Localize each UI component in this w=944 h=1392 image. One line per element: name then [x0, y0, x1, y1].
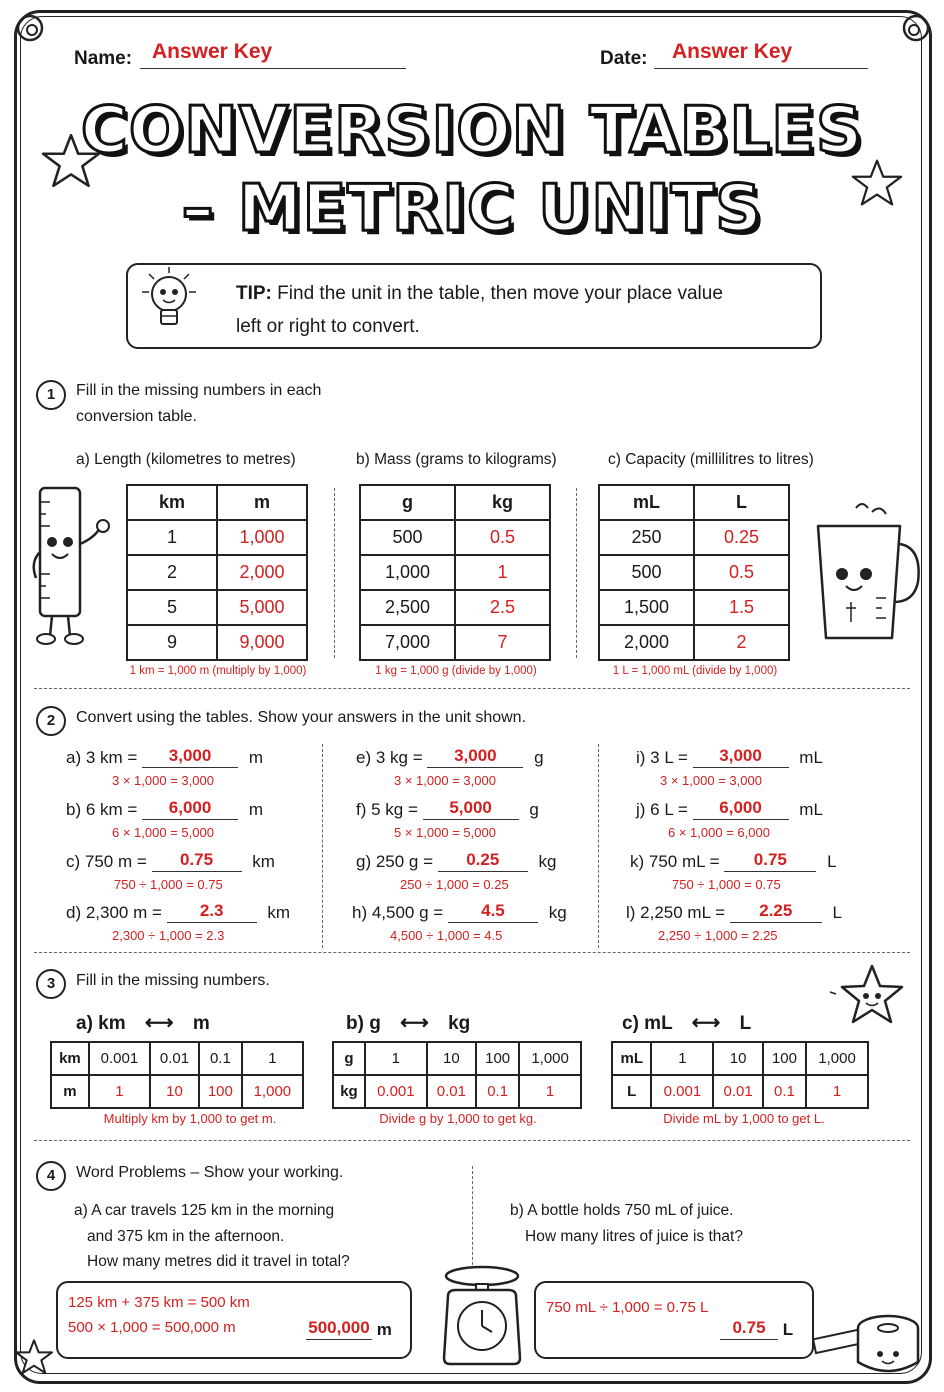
date-value: Answer Key [672, 40, 793, 63]
answer-cell[interactable]: 1 [519, 1075, 581, 1108]
section-divider [34, 952, 910, 953]
question-number-3: 3 [36, 969, 66, 999]
conversion-item-l [626, 901, 842, 923]
answer-cell[interactable]: 0.001 [365, 1075, 427, 1108]
answer-cell[interactable]: 1 [455, 555, 550, 590]
title-line-1: CONVERSION TABLES [80, 94, 864, 168]
double-arrow-icon: ⟷ [400, 1012, 429, 1034]
table-cell: 1 [127, 520, 217, 555]
column-divider [322, 744, 323, 948]
answer-cell[interactable]: 7 [455, 625, 550, 660]
unit-label: m [376, 1320, 392, 1339]
unit-label: kg [548, 903, 567, 922]
star-icon [850, 158, 904, 208]
mass-conversion-table [359, 484, 551, 661]
table-cell: 500 [599, 555, 694, 590]
q1-text-line-1: Fill in the missing numbers in each [76, 382, 322, 399]
answer-cell[interactable]: 2,000 [217, 555, 307, 590]
question-text: d) 2,300 m = [66, 903, 162, 922]
conversion-item-j [636, 798, 823, 820]
working-line: 500 × 1,000 = 500,000 m [68, 1319, 236, 1336]
answer-field[interactable]: 6,000 [693, 798, 789, 820]
conversion-item-h [352, 901, 567, 923]
table-cell: 0.01 [150, 1042, 199, 1075]
answer-cell[interactable]: 5,000 [217, 590, 307, 625]
corner-curl-icon [8, 6, 52, 50]
unit-label: m [248, 800, 263, 819]
table-header: L [694, 485, 789, 520]
unit-label: m [248, 748, 263, 767]
table-cell: 9 [127, 625, 217, 660]
ruler-mascot-icon [28, 482, 118, 652]
answer-field[interactable]: 0.75 [152, 850, 242, 872]
problem-text: How many metres did it travel in total? [87, 1253, 350, 1270]
unit-label: g [534, 748, 544, 767]
name-label: Name: [74, 48, 133, 69]
double-arrow-icon: ⟷ [144, 1012, 174, 1034]
answer-field[interactable]: 0.25 [438, 850, 528, 872]
answer-field[interactable]: 2.25 [730, 901, 822, 923]
date-label: Date: [600, 48, 648, 69]
table-cell: 2,000 [599, 625, 694, 660]
question-number-2: 2 [36, 706, 66, 736]
row-header: mL [612, 1042, 651, 1075]
q2-instructions: Convert using the tables. Show your answers in the unit shown. [76, 709, 527, 726]
answer-cell[interactable]: 100 [199, 1075, 242, 1108]
answer-cell[interactable]: 1 [806, 1075, 868, 1108]
answer-cell[interactable]: 2 [694, 625, 789, 660]
question-number-4: 4 [36, 1161, 66, 1191]
answer-cell[interactable]: 0.01 [713, 1075, 762, 1108]
answer-b [720, 1318, 793, 1340]
conversion-item-f [356, 798, 539, 820]
answer-cell[interactable]: 0.25 [694, 520, 789, 555]
answer-field[interactable]: 0.75 [724, 850, 816, 872]
question-text: l) 2,250 mL = [626, 903, 726, 922]
unit-label: kg [538, 852, 557, 871]
row-header: g [333, 1042, 365, 1075]
working-text: 5 × 1,000 = 5,000 [394, 825, 496, 840]
q3-note-b: Divide g by 1,000 to get kg. [379, 1111, 537, 1126]
answer-cell[interactable]: 0.001 [651, 1075, 713, 1108]
answer-cell[interactable]: 9,000 [217, 625, 307, 660]
question-text: c) 750 m = [66, 852, 147, 871]
q1-table-b-caption: b) Mass (grams to kilograms) [356, 451, 557, 468]
from-unit: b) g [346, 1013, 381, 1034]
table-header: mL [599, 485, 694, 520]
conversion-item-g [356, 850, 556, 872]
double-arrow-icon: ⟷ [691, 1012, 721, 1034]
q1-note-a: 1 km = 1,000 m (multiply by 1,000) [129, 665, 307, 677]
table-header: km [127, 485, 217, 520]
row-header: m [51, 1075, 89, 1108]
table-cell: 250 [599, 520, 694, 555]
table-header: kg [455, 485, 550, 520]
working-text: 6 × 1,000 = 6,000 [668, 825, 770, 840]
conversion-item-c [66, 850, 275, 872]
section-divider [34, 1140, 910, 1141]
star-mascot-icon [828, 962, 914, 1030]
answer-cell[interactable]: 0.1 [763, 1075, 806, 1108]
working-text: 2,300 ÷ 1,000 = 2.3 [112, 928, 225, 943]
table-cell: 1 [651, 1042, 713, 1075]
working-text: 750 ÷ 1,000 = 0.75 [114, 877, 223, 892]
q3-note-c: Divide mL by 1,000 to get L. [663, 1111, 825, 1126]
q1-text-line-2: conversion table. [76, 408, 197, 425]
answer-cell[interactable]: 0.5 [455, 520, 550, 555]
problem-text: a) A car travels 125 km in the morning [74, 1202, 335, 1219]
table-cell: 1,000 [519, 1042, 581, 1075]
table-cell: 100 [763, 1042, 806, 1075]
question-text: j) 6 L = [636, 800, 688, 819]
q3-instructions: Fill in the missing numbers. [76, 972, 270, 989]
word-problem-a [74, 1198, 350, 1275]
answer-cell[interactable]: 0.01 [427, 1075, 476, 1108]
q3a-caption [76, 1010, 210, 1035]
conversion-item-e [356, 746, 544, 768]
tip-line-2: left or right to convert. [236, 316, 420, 337]
unit-label: L [827, 852, 837, 871]
star-icon [40, 132, 102, 190]
answer-cell[interactable]: 1.5 [694, 590, 789, 625]
row-header: L [612, 1075, 651, 1108]
q1-table-c-caption: c) Capacity (millilitres to litres) [608, 451, 814, 468]
column-divider [576, 488, 577, 658]
question-text: e) 3 kg = [356, 748, 423, 767]
q4-instructions: Word Problems – Show your working. [76, 1164, 344, 1181]
answer-cell[interactable]: 2.5 [455, 590, 550, 625]
unit-label: L [782, 1320, 794, 1339]
conversion-item-b [66, 798, 263, 820]
section-divider [34, 688, 910, 689]
table-cell: 1,000 [806, 1042, 868, 1075]
answer-cell[interactable]: 10 [150, 1075, 199, 1108]
title-line-2: – METRIC UNITS [181, 172, 763, 246]
answer-cell[interactable]: 1 [89, 1075, 150, 1108]
date-field[interactable] [654, 40, 868, 69]
tip-text [236, 277, 796, 343]
question-text: b) 6 km = [66, 800, 138, 819]
to-unit: m [192, 1013, 210, 1034]
answer-cell[interactable]: 0.1 [476, 1075, 519, 1108]
column-divider [334, 488, 335, 658]
table-cell: 7,000 [360, 625, 455, 660]
working-text: 2,250 ÷ 1,000 = 2.25 [658, 928, 778, 943]
table-cell: 1 [365, 1042, 427, 1075]
q1-note-b: 1 kg = 1,000 g (divide by 1,000) [375, 665, 537, 677]
table-cell: 2 [127, 555, 217, 590]
working-text: 750 ÷ 1,000 = 0.75 [672, 877, 781, 892]
tape-measure-icon [806, 1300, 926, 1384]
unit-label: km [267, 903, 291, 922]
table-cell: 100 [476, 1042, 519, 1075]
to-unit: L [739, 1013, 752, 1034]
capacity-conversion-table [598, 484, 790, 661]
answer-field[interactable]: 6,000 [142, 798, 238, 820]
ml-l-table [611, 1041, 869, 1109]
working-line: 125 km + 375 km = 500 km [68, 1294, 250, 1311]
table-cell: 10 [427, 1042, 476, 1075]
working-text: 250 ÷ 1,000 = 0.25 [400, 877, 509, 892]
from-unit: c) mL [622, 1013, 673, 1034]
measuring-jug-icon [806, 498, 930, 648]
question-text: k) 750 mL = [630, 852, 720, 871]
conversion-item-a [66, 746, 263, 768]
star-icon [14, 1338, 54, 1376]
answer-a [306, 1318, 392, 1340]
table-cell: 0.001 [89, 1042, 150, 1075]
answer-field[interactable]: 3,000 [693, 746, 789, 768]
problem-text: b) A bottle holds 750 mL of juice. [510, 1202, 734, 1219]
unit-label: mL [799, 748, 823, 767]
unit-label: mL [799, 800, 823, 819]
q3-note-a: Multiply km by 1,000 to get m. [103, 1111, 277, 1126]
working-a [68, 1290, 250, 1340]
column-divider [472, 1166, 473, 1270]
conversion-item-d [66, 901, 290, 923]
q3b-caption [346, 1010, 470, 1035]
g-kg-table [332, 1041, 582, 1109]
table-cell: 5 [127, 590, 217, 625]
km-m-table [50, 1041, 304, 1109]
answer-cell[interactable]: 0.5 [694, 555, 789, 590]
answer-field[interactable]: 3,000 [142, 746, 238, 768]
unit-label: L [832, 903, 842, 922]
column-divider [598, 744, 599, 948]
length-conversion-table [126, 484, 308, 661]
to-unit: kg [448, 1013, 471, 1034]
table-header: g [360, 485, 455, 520]
question-text: h) 4,500 g = [352, 903, 444, 922]
name-value: Answer Key [152, 40, 273, 63]
question-text: g) 250 g = [356, 852, 434, 871]
question-text: i) 3 L = [636, 748, 688, 767]
table-cell: 500 [360, 520, 455, 555]
working-text: 3 × 1,000 = 3,000 [660, 773, 762, 788]
q1-instructions [76, 378, 321, 430]
question-text: f) 5 kg = [356, 800, 418, 819]
tip-label: TIP: [236, 283, 272, 304]
table-cell: 1,000 [360, 555, 455, 590]
answer-field[interactable]: 0.75 [720, 1318, 778, 1340]
table-cell: 1,500 [599, 590, 694, 625]
table-cell: 1 [242, 1042, 303, 1075]
table-cell: 2,500 [360, 590, 455, 625]
q1-note-c: 1 L = 1,000 mL (divide by 1,000) [612, 665, 778, 677]
conversion-item-i [636, 746, 823, 768]
row-header: km [51, 1042, 89, 1075]
q3c-caption [622, 1010, 751, 1035]
answer-field[interactable]: 500,000 [306, 1318, 372, 1340]
from-unit: a) km [76, 1013, 126, 1034]
answer-cell[interactable]: 1,000 [217, 520, 307, 555]
corner-curl-icon [894, 6, 938, 50]
lightbulb-icon [132, 262, 206, 342]
word-problem-b [510, 1198, 743, 1249]
working-text: 3 × 1,000 = 3,000 [394, 773, 496, 788]
working-text: 4,500 ÷ 1,000 = 4.5 [390, 928, 503, 943]
unit-label: g [529, 800, 539, 819]
table-cell: 0.1 [199, 1042, 242, 1075]
problem-text: and 375 km in the afternoon. [87, 1227, 285, 1245]
question-number-1: 1 [36, 380, 66, 410]
conversion-item-k [630, 850, 837, 872]
working-text: 6 × 1,000 = 5,000 [112, 825, 214, 840]
q1-table-a-caption: a) Length (kilometres to metres) [76, 451, 296, 468]
row-header: kg [333, 1075, 365, 1108]
answer-field[interactable]: 3,000 [427, 746, 523, 768]
answer-field[interactable]: 5,000 [423, 798, 519, 820]
answer-field[interactable]: 4.5 [448, 901, 538, 923]
unit-label: km [252, 852, 275, 871]
table-cell: 10 [713, 1042, 762, 1075]
tip-line-1: Find the unit in the table, then move your place value [271, 283, 723, 304]
question-text: a) 3 km = [66, 748, 138, 767]
table-header: m [217, 485, 307, 520]
answer-field[interactable]: 2.3 [167, 901, 257, 923]
working-b: 750 mL ÷ 1,000 = 0.75 L [546, 1299, 709, 1316]
name-field[interactable] [140, 40, 406, 69]
working-text: 3 × 1,000 = 3,000 [112, 773, 214, 788]
scale-icon [430, 1262, 534, 1370]
answer-cell[interactable]: 1,000 [242, 1075, 303, 1108]
problem-text: How many litres of juice is that? [525, 1227, 743, 1245]
